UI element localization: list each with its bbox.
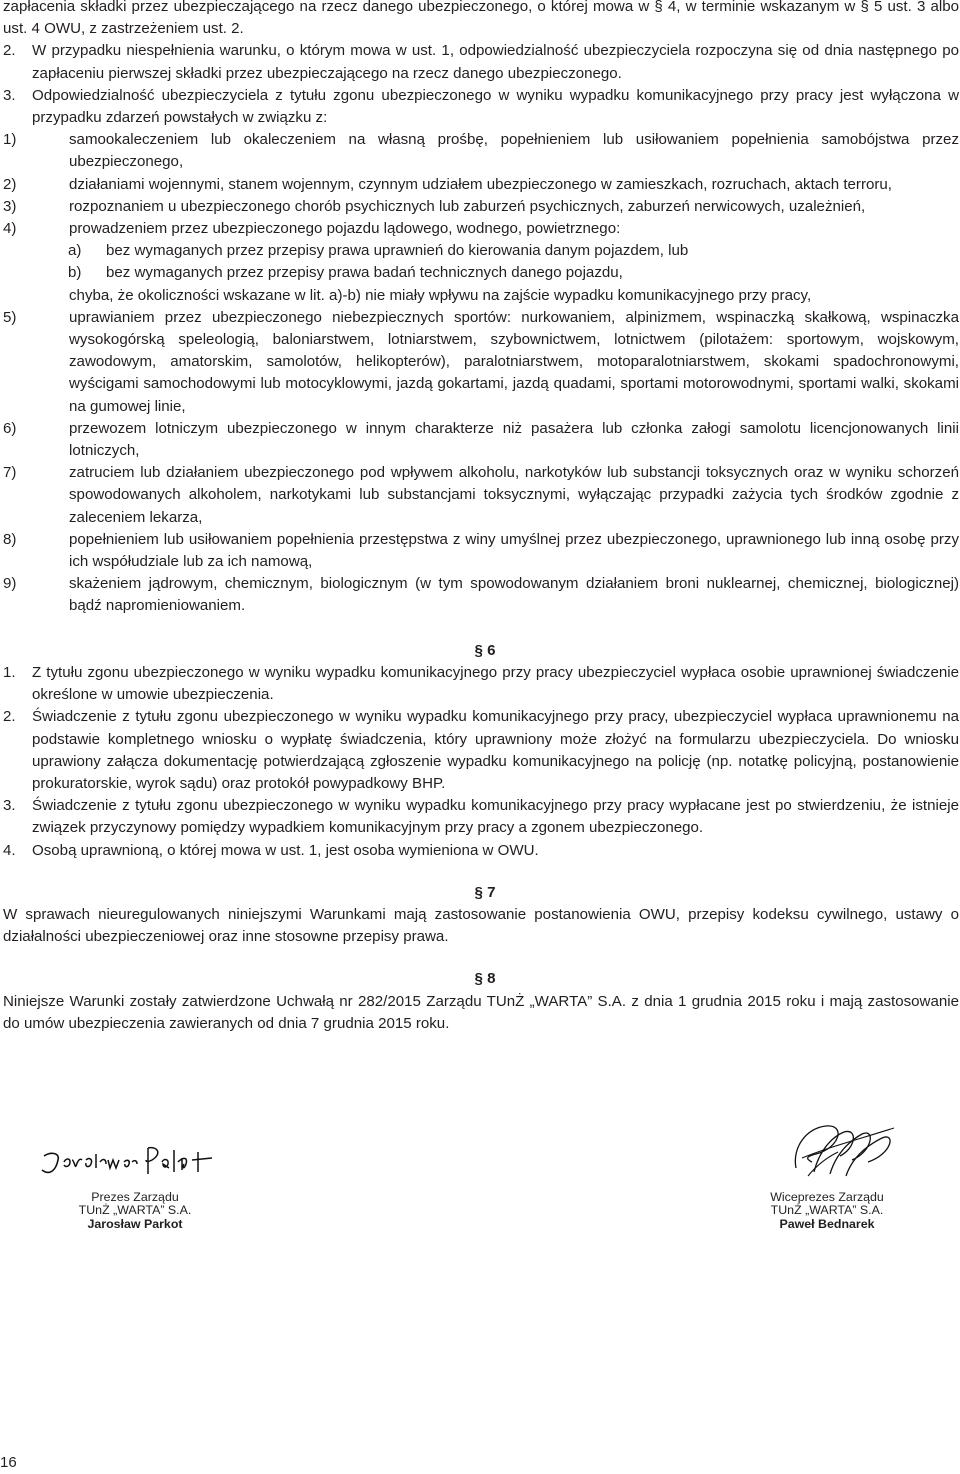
exclusion-item <box>3 573 959 617</box>
exclusion-item <box>3 174 959 196</box>
exclusion-item <box>3 307 959 418</box>
s5-para-3 <box>3 85 959 129</box>
exclusion-item <box>3 418 959 462</box>
item-number: 7) <box>3 464 17 482</box>
exclusion-subitem <box>3 240 959 262</box>
para-number: 2. <box>3 708 16 726</box>
subitem-text: bez wymaganych przez przepisy prawa uprawnień do kierowania danym pojazdem, lub <box>106 242 689 260</box>
signer-name: Jarosław Parkot <box>87 1216 183 1231</box>
page-number: 16 <box>0 1454 17 1471</box>
exclusion-item <box>3 196 959 218</box>
signature-right-image <box>786 1118 906 1188</box>
signature-left-image <box>38 1140 228 1182</box>
para-text: Odpowiedzialność ubezpieczyciela z tytułu zgonu ubezpieczonego w wyniku wypadku komunikacyjnego przy pracy jest wyłączona w przypadku zdarzeń powstałych w związku z: <box>32 86 959 127</box>
item-text: samookaleczeniem lub okaleczeniem na własną prośbę, popełnieniem lub usiłowaniem popełnienia samobójstwa przez ubezpieczonego, <box>69 131 959 171</box>
item-text: przewozem lotniczym ubezpieczonego w innym charakterze niż pasażera lub członka załogi samolotu licencjonowanych linii lotniczych, <box>69 419 959 460</box>
item-text: skażeniem jądrowym, chemicznym, biologicznym (w tym spowodowanym działaniem broni nuklearnej, chemicznej, biologicznej) bądź napromieniowaniem. <box>69 575 959 615</box>
exclusion-item <box>3 529 959 573</box>
item-text: zatruciem lub działaniem ubezpieczonego pod wpływem alkoholu, narkotyków lub substancji toksycznych oraz w wyniku schorzeń spowodowanych alkoholem, narkotykami lub substancjami toksycznymi, wyłączając przypadki zażycia tych środków zgodnie z zaleceniem lekarza, <box>69 464 959 526</box>
subitem-text: bez wymaganych przez przepisy prawa badań technicznych danego pojazdu, <box>106 264 623 282</box>
item-number: 8) <box>3 530 17 548</box>
section-heading-8: § 8 <box>474 970 496 988</box>
exclusion-subitem <box>3 262 959 284</box>
s7-text: W sprawach nieuregulowanych niniejszymi Warunkami mają zastosowanie postanowienia OWU, przepisy kodeksu cywilnego, ustawy o działalności ubezpieczeniowej oraz inne stosowne przepisy prawa. <box>3 905 959 946</box>
signer-company: TUnŻ „WARTA” S.A. <box>770 1203 884 1218</box>
s6-para <box>3 662 959 706</box>
s6-para <box>3 706 959 795</box>
s6-para <box>3 795 959 839</box>
para-text: Osobą uprawnioną, o której mowa w ust. 1, jest osoba wymieniona w OWU. <box>32 841 539 859</box>
para-number: 1. <box>3 663 16 681</box>
item-number: 6) <box>3 419 17 437</box>
signature-right <box>742 1191 912 1231</box>
section-heading-6: § 6 <box>474 641 496 659</box>
subitem-note: chyba, że okoliczności wskazane w lit. a)-b) nie miały wpływu na zajście wypadku komunikacyjnego przy pracy, <box>69 286 812 304</box>
item-text: popełnieniem lub usiłowaniem popełnienia przestępstwa z winy umyślnej przez ubezpieczonego, uprawnionego lub inną osobę przy ich współudziale lub za ich namową, <box>69 530 959 571</box>
exclusion-item <box>3 462 959 529</box>
para-text: Z tytułu zgonu ubezpieczonego w wyniku wypadku komunikacyjnego przy pracy ubezpieczyciel wypłaca osobie uprawnionej świadczenie określone w umowie ubezpieczenia. <box>32 663 959 704</box>
signer-company: TUnŻ „WARTA” S.A. <box>78 1203 192 1218</box>
signer-role: Prezes Zarządu <box>91 1190 179 1204</box>
item-number: 4) <box>3 220 17 238</box>
para-number: 2. <box>3 42 16 60</box>
item-number: 3) <box>3 197 17 215</box>
para-number: 4. <box>3 841 16 859</box>
intro-paragraph: zapłacenia składki przez ubezpieczającego na rzecz danego ubezpieczonego, o której mowa w § 4, w terminie wskazanym w § 5 ust. 3 albo ust. 4 OWU, z zastrzeżeniem ust. 2. <box>3 0 959 38</box>
signer-role: Wiceprezes Zarządu <box>770 1190 884 1204</box>
item-text: prowadzeniem przez ubezpieczonego pojazdu lądowego, wodnego, powietrznego: <box>69 220 621 238</box>
subitem-letter: a) <box>68 242 82 260</box>
para-text: Świadczenie z tytułu zgonu ubezpieczonego w wyniku wypadku komunikacyjnego przy pracy wypłacane jest po stwierdzeniu, że istnieje związek przyczynowy pomiędzy wypadkiem komunikacyjnym przy pracy a zgonem ubezpieczonego. <box>32 797 959 837</box>
item-number: 2) <box>3 175 17 193</box>
para-number: 3. <box>3 797 16 815</box>
s8-text: Niniejsze Warunki zostały zatwierdzone Uchwałą nr 282/2015 Zarządu TUnŻ „WARTA” S.A. z dnia 1 grudnia 2015 roku i mają zastosowanie do umów ubezpieczenia zawieranych od dnia 7 grudnia 2015 roku. <box>3 992 959 1032</box>
item-text: rozpoznaniem u ubezpieczonego chorób psychicznych lub zaburzeń psychicznych, zaburzeń nerwicowych, uzależnień, <box>69 197 866 215</box>
item-text: działaniami wojennymi, stanem wojennym, czynnym udziałem ubezpieczonego w zamieszkach, rozruchach, aktach terroru, <box>69 175 892 193</box>
exclusion-item <box>3 218 959 240</box>
item-number: 5) <box>3 308 17 326</box>
section-heading-7: § 7 <box>474 883 496 901</box>
s6-para <box>3 840 959 862</box>
document-body <box>3 0 959 1035</box>
signature-left <box>50 1191 220 1231</box>
para-number: 3. <box>3 86 16 104</box>
exclusion-item <box>3 129 959 173</box>
signer-name: Paweł Bednarek <box>779 1216 875 1231</box>
s5-para-2 <box>3 40 959 84</box>
item-text: uprawianiem przez ubezpieczonego niebezpiecznych sportów: nurkowaniem, alpinizmem, wspinaczką skałkową, wspinaczka wysokogórską speleologią, baloniarstwem, lotniarstwem, szybownictwem, lotnictwem (pilotażem: sportowym, wojskowym, zawodowym, amatorskim, samolotów, helikopterów), paralotniarstwem, motoparalotniarstwem, skokami spadochronowymi, wyścigami samochodowymi lub motocyklowymi, jazdą gokartami, jazdą quadami, sportami motorowodnymi, sportami walki, skokami na gumowej linie, <box>69 308 959 415</box>
item-number: 1) <box>3 131 17 149</box>
subitem-letter: b) <box>68 264 82 282</box>
item-number: 9) <box>3 575 17 593</box>
para-text: Świadczenie z tytułu zgonu ubezpieczonego w wyniku wypadku komunikacyjnego przy pracy, ubezpieczyciel wypłaca uprawnionemu na podstawie kompletnego wniosku o wypłatę świadczenia, który uprawniony może złożyć na formularzu ubezpieczyciela. Do wniosku uprawiony załącza dokumentację potwierdzającą zgłoszenie wypadku komunikacyjnego na policję (np. notatkę policyjną, postanowienie prokuratorskie, wyrok sądu) oraz protokół powypadkowy BHP. <box>32 708 959 792</box>
para-text: W przypadku niespełnienia warunku, o którym mowa w ust. 1, odpowiedzialność ubezpieczyciela rozpoczyna się od dnia następnego po zapłaceniu pierwszej składki przez ubezpieczającego na rzecz danego ubezpieczonego. <box>32 42 959 82</box>
